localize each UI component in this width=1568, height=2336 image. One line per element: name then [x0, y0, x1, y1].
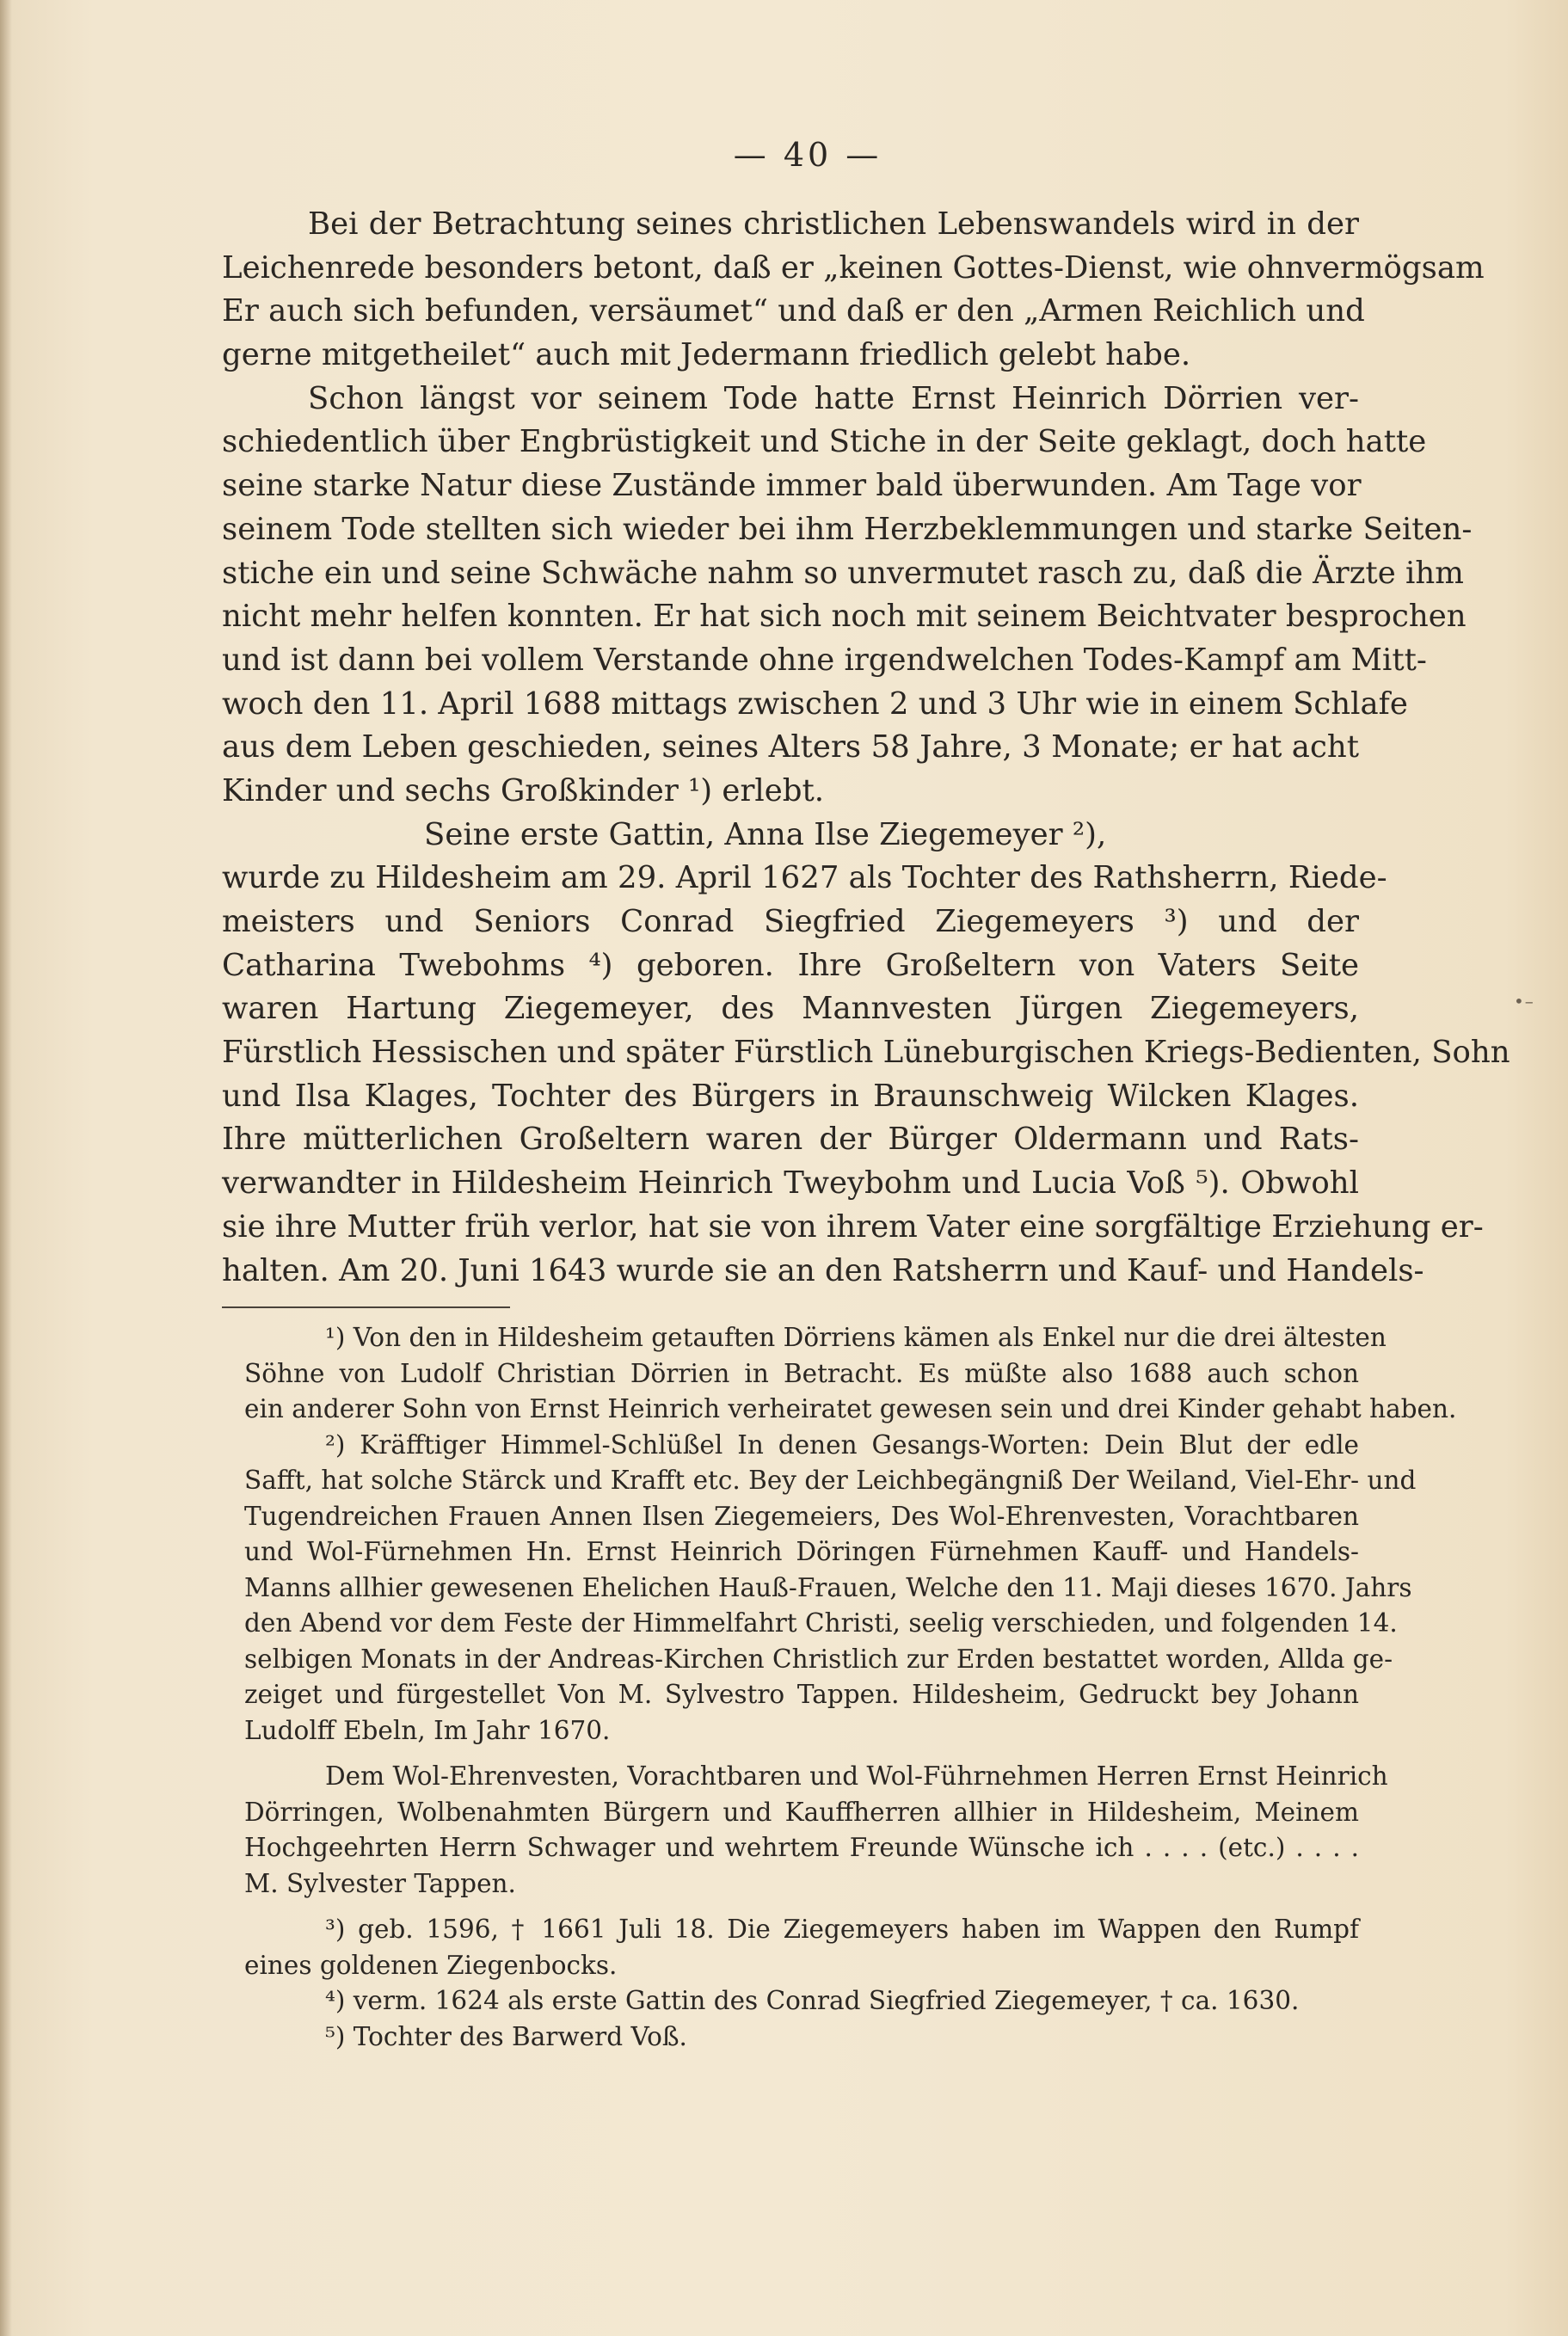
body-line: und ist dann bei vollem Verstande ohne irgendwelchen Todes-Kampf am Mitt- [222, 642, 1427, 678]
footnote-5 [222, 2019, 1359, 2056]
footnote-line: Hochgeehrten Herrn Schwager und wehrtem Freunde Wünsche ich . . . . (etc.) . . . . [244, 1833, 1359, 1863]
body-line: seinem Tode stellten sich wieder bei ihm Herzbeklemmungen und starke Seiten- [222, 511, 1473, 547]
body-line: wurde zu Hildesheim am 29. April 1627 als Tochter des Rathsherrn, Riede- [222, 860, 1387, 896]
spacer [222, 1902, 1359, 1912]
footnote-line: Tugendreichen Frauen Annen Ilsen Ziegemeiers, Des Wol-Ehrenvesten, Vorachtbaren [244, 1501, 1359, 1531]
body-line: Fürstlich Hessischen und später Fürstlich Lüneburgischen Kriegs-Bedienten, Sohn [222, 1035, 1510, 1071]
footnote-line: den Abend vor dem Feste der Himmelfahrt Christi, seelig verschieden, und folgenden 14. [244, 1608, 1398, 1638]
footnote-dedication [222, 1759, 1388, 1902]
footnote-4 [222, 1983, 1359, 2019]
footnote-line: selbigen Monats in der Andreas-Kirchen Christlich zur Erden bestattet worden, Allda ge- [244, 1644, 1393, 1674]
body-line: nicht mehr helfen konnten. Er hat sich noch mit seinem Beichtvater besprochen [222, 599, 1467, 635]
footnote-line: ³) geb. 1596, † 1661 Juli 18. Die Ziegemeyers haben im Wappen den Rumpf [325, 1915, 1359, 1945]
margin-mark: •– [1514, 991, 1534, 1011]
footnote-line: ⁴) verm. 1624 als erste Gattin des Conrad Siegfried Ziegemeyer, † ca. 1630. [325, 1986, 1300, 2016]
body-line: aus dem Leben geschieden, seines Alters 58 Jahre, 3 Monate; er hat acht [222, 729, 1359, 765]
body-line: waren Hartung Ziegemeyer, des Mannvesten Jürgen Ziegemeyers, [222, 991, 1359, 1027]
section-heading: Seine erste Gattin, Anna Ilse Ziegemeyer ²), [424, 816, 1107, 852]
body-line: schiedentlich über Engbrüstigkeit und Stiche in der Seite geklagt, doch hatte [222, 424, 1427, 460]
footnote-line: Dem Wol-Ehrenvesten, Vorachtbaren und Wol-Führnehmen Herren Ernst Heinrich [325, 1761, 1388, 1792]
footnote-3 [222, 1912, 1359, 1983]
body-line: verwandter in Hildesheim Heinrich Tweybohm und Lucia Voß ⁵). Obwohl [222, 1165, 1359, 1202]
body-line: seine starke Natur diese Zustände immer bald überwunden. Am Tage vor [222, 468, 1362, 504]
footnote-line: Söhne von Ludolf Christian Dörrien in Betracht. Es müßte also 1688 auch schon [244, 1358, 1359, 1388]
body-line: Bei der Betrachtung seines christlichen Lebenswandels wird in der [308, 206, 1359, 242]
paragraph-2 [222, 378, 1473, 814]
footnote-line: ⁵) Tochter des Barwerd Voß. [325, 2021, 687, 2051]
body-line: stiche ein und seine Schwäche nahm so unvermutet rasch zu, daß die Ärzte ihm [222, 555, 1464, 591]
body-line: sie ihre Mutter früh verlor, hat sie von ihrem Vater eine sorgfältige Erziehung er- [222, 1208, 1484, 1245]
footnote-line: und Wol-Fürnehmen Hn. Ernst Heinrich Döringen Fürnehmen Kauff- und Handels- [244, 1537, 1359, 1567]
footnote-line: Manns allhier gewesenen Ehelichen Hauß-Frauen, Welche den 11. Maji dieses 1670. Jahrs [244, 1572, 1412, 1602]
footnote-line: ¹) Von den in Hildesheim getauften Dörriens kämen als Enkel nur die drei ältesten [325, 1323, 1387, 1353]
body-line: meisters und Seniors Conrad Siegfried Ziegemeyers ³) und der [222, 904, 1359, 939]
body-line: Schon längst vor seinem Tode hatte Ernst Heinrich Dörrien ver- [308, 380, 1359, 416]
page-number: — 40 — [733, 136, 882, 174]
footnote-line: ²) Kräfftiger Himmel-Schlüßel In denen Gesangs-Worten: Dein Blut der edle [325, 1429, 1359, 1460]
spacer [222, 1749, 1359, 1759]
footnote-line: Safft, hat solche Stärck und Krafft etc. Bey der Leichbegängniß Der Weiland, Viel-Ehr- und [244, 1466, 1417, 1496]
page-edge-shadow [0, 0, 12, 2336]
footnote-line: Dörringen, Wolbenahmten Bürgern und Kauffherren allhier in Hildesheim, Meinem [244, 1797, 1359, 1827]
body-line: Kinder und sechs Großkinder ¹) erlebt. [222, 772, 825, 808]
body-line: Ihre mütterlichen Großeltern waren der Bürger Oldermann und Rats- [222, 1122, 1359, 1158]
footnote-line: zeiget und fürgestellet Von M. Sylvestro Tappen. Hildesheim, Gedruckt bey Johann [244, 1680, 1359, 1710]
body-line: woch den 11. April 1688 mittags zwischen 2 und 3 Uhr wie in einem Schlafe [222, 685, 1408, 722]
body-line: Catharina Twebohms ⁴) geboren. Ihre Großeltern von Vaters Seite [222, 947, 1359, 983]
footnote-line: Ludolff Ebeln, Im Jahr 1670. [244, 1715, 611, 1745]
paragraph-3 [222, 814, 1510, 1294]
footnotes [222, 1320, 1457, 2055]
footnote-line: M. Sylvester Tappen. [244, 1868, 516, 1898]
footnote-divider [222, 1306, 510, 1308]
body-line: Leichenrede besonders betont, daß er „keinen Gottes-Dienst, wie ohnvermögsam [222, 249, 1485, 286]
text-block [222, 129, 1510, 2055]
footnote-2 [222, 1428, 1417, 1749]
footnote-line: ein anderer Sohn von Ernst Heinrich verheiratet gewesen sein und drei Kinder gehabt haben. [244, 1394, 1457, 1424]
footnote-line: eines goldenen Ziegenbocks. [244, 1950, 618, 1980]
footnote-1 [222, 1320, 1457, 1428]
body-line: halten. Am 20. Juni 1643 wurde sie an den Ratsherrn und Kauf- und Handels- [222, 1252, 1424, 1288]
body-line: und Ilsa Klages, Tochter des Bürgers in Braunschweig Wilcken Klages. [222, 1078, 1359, 1114]
body-line: Er auch sich befunden, versäumet“ und daß er den „Armen Reichlich und [222, 293, 1365, 329]
paragraph-1 [222, 203, 1485, 378]
body-line: gerne mitgetheilet“ auch mit Jedermann friedlich gelebt habe. [222, 337, 1191, 373]
